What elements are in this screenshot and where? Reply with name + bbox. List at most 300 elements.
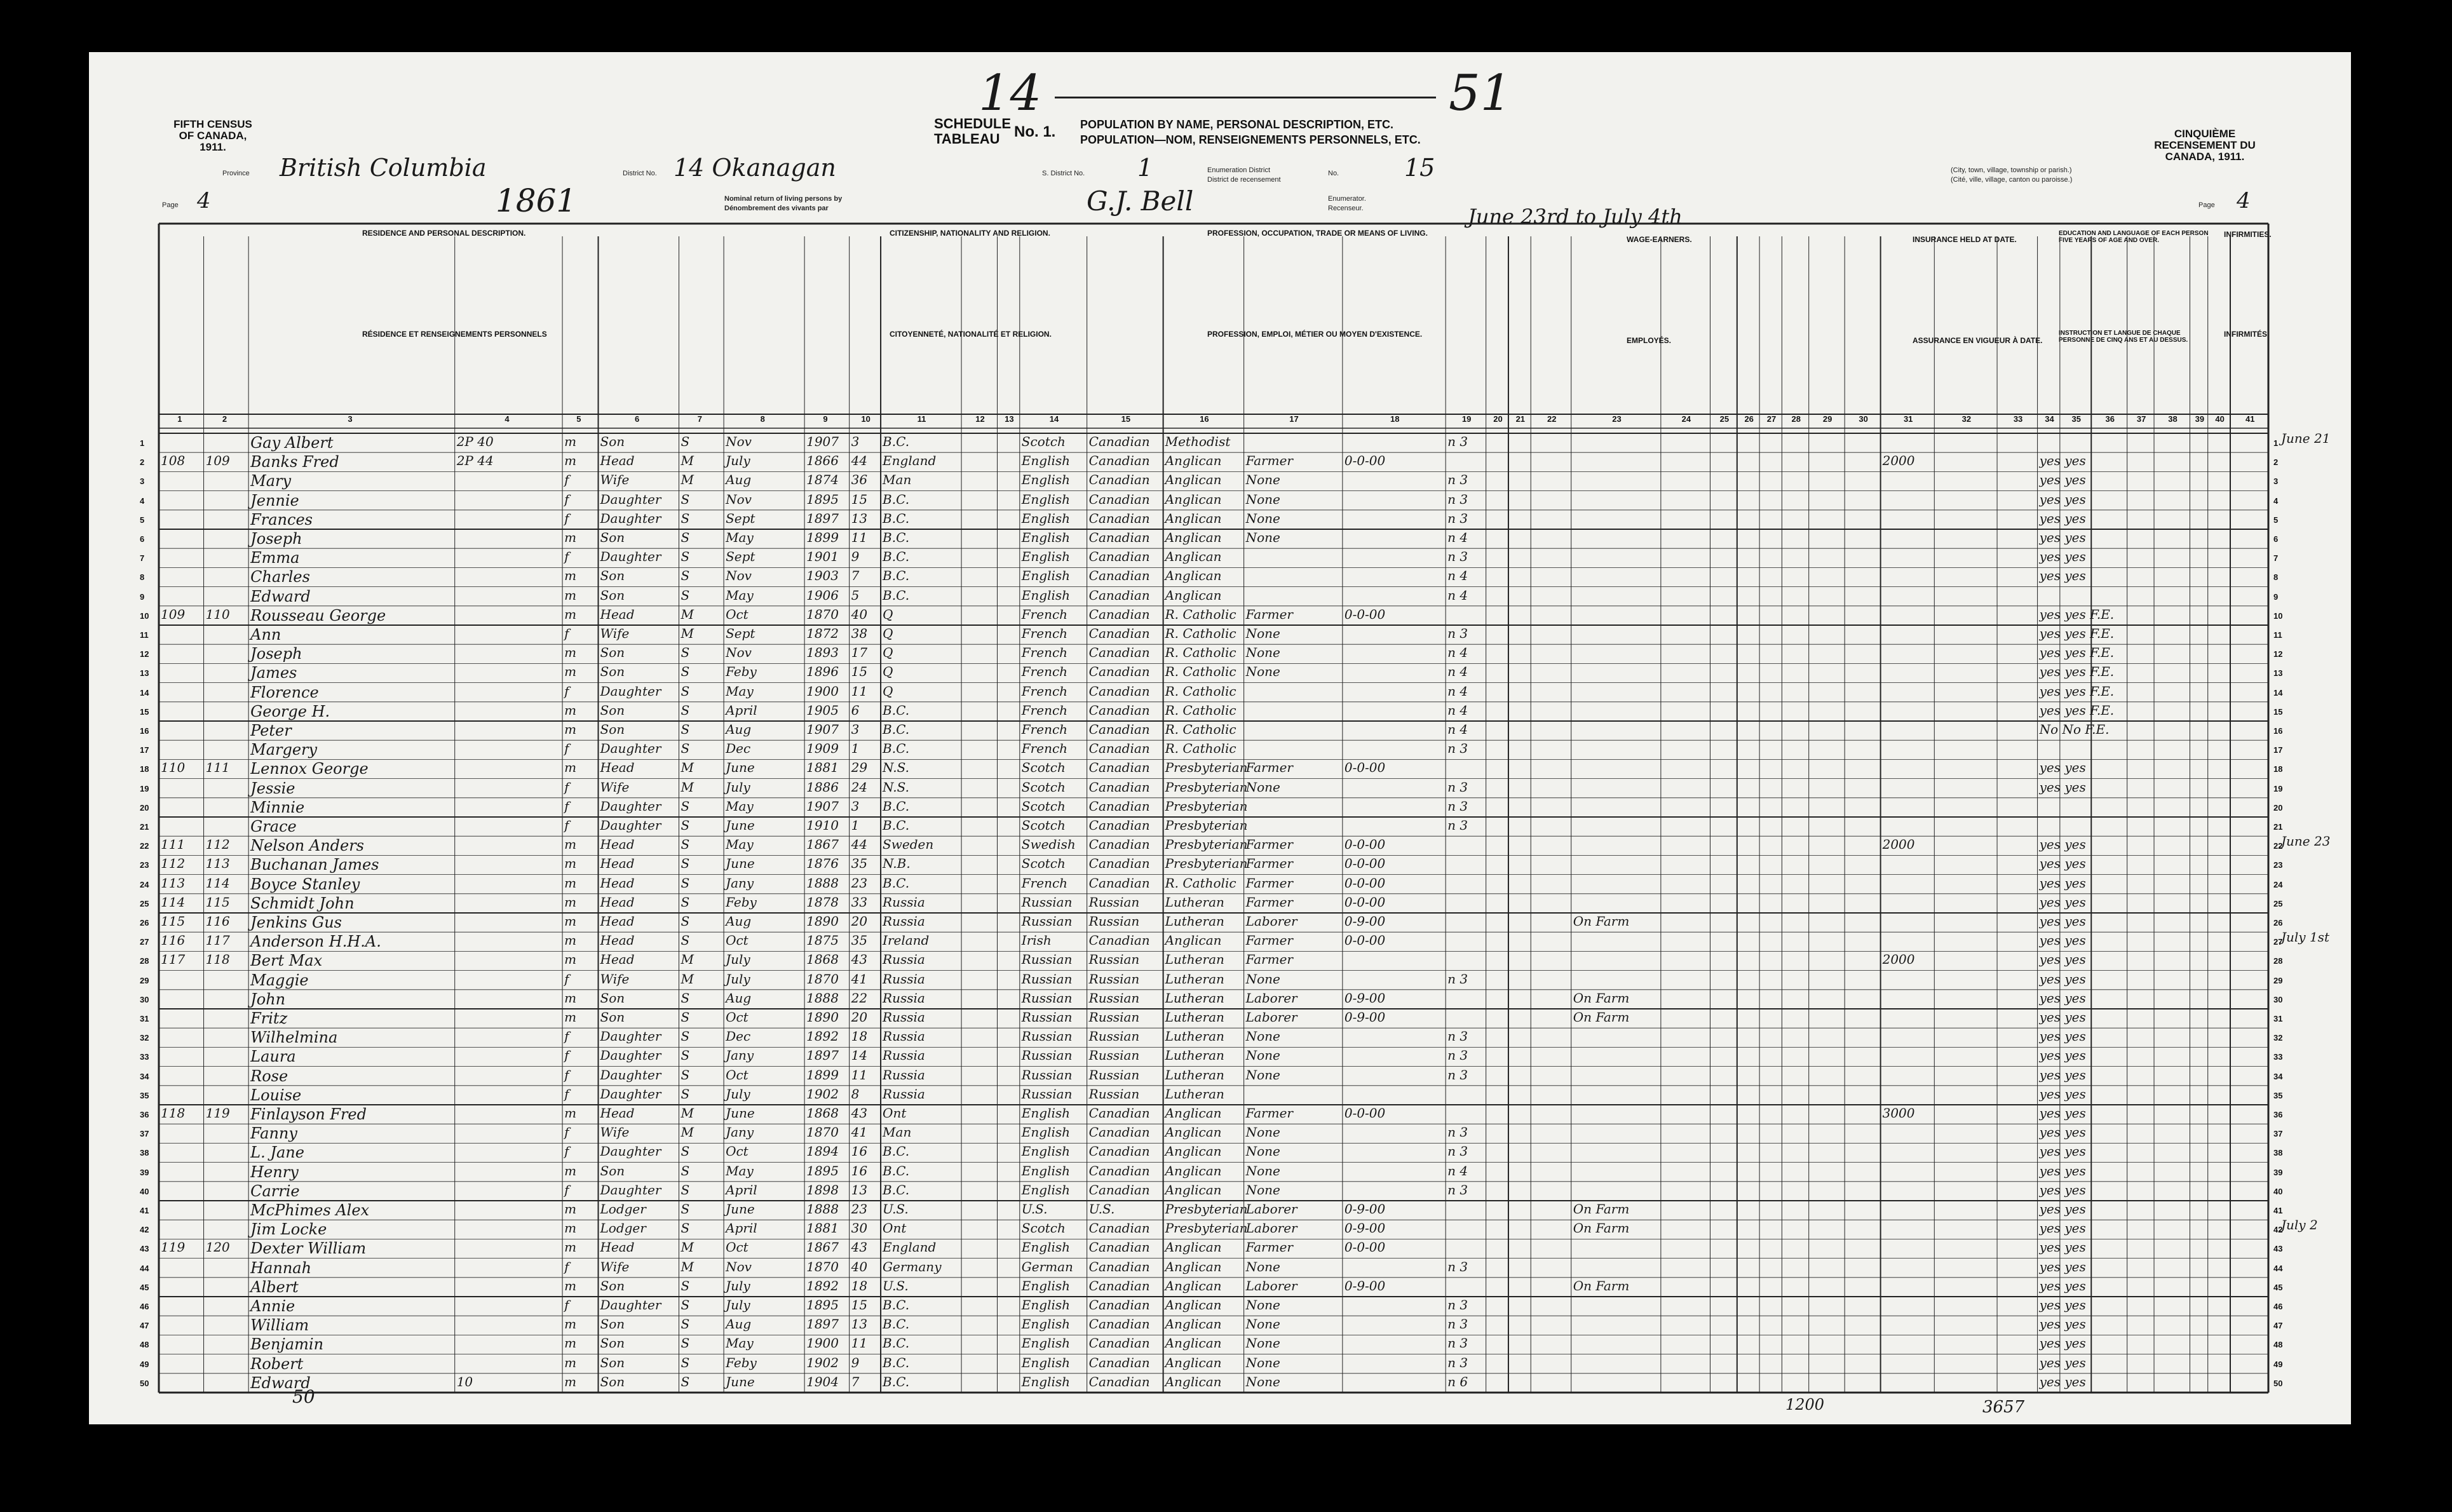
person-name: Lennox George bbox=[250, 760, 369, 778]
religion: Anglican bbox=[1165, 933, 1222, 948]
birth-year: 1909 bbox=[806, 741, 839, 757]
racial-origin: French bbox=[1021, 875, 1068, 891]
birth-month: June bbox=[726, 818, 755, 833]
racial-origin: English bbox=[1021, 1335, 1071, 1351]
footer-right-note: 3657 bbox=[1982, 1398, 2025, 1417]
birthplace: Man bbox=[883, 472, 912, 488]
marital-condition: S bbox=[681, 491, 690, 507]
margin-date-note: June 21 bbox=[2281, 431, 2331, 446]
education: yes yes bbox=[2039, 1124, 2086, 1140]
birth-month: April bbox=[726, 1220, 757, 1236]
employment-note: n 4 bbox=[1447, 722, 1468, 737]
insurance-amount: 2000 bbox=[1882, 837, 1915, 853]
birth-month: Oct bbox=[726, 1067, 748, 1083]
nationality: Canadian bbox=[1088, 1297, 1150, 1313]
person-name: Boyce Stanley bbox=[250, 875, 360, 893]
person-name: Henry bbox=[250, 1163, 299, 1181]
religion: R. Catholic bbox=[1165, 683, 1236, 699]
marital-condition: S bbox=[681, 1182, 690, 1198]
marital-condition: S bbox=[681, 894, 690, 910]
nationality: Russian bbox=[1088, 1086, 1140, 1102]
employment-note: n 4 bbox=[1447, 587, 1468, 603]
occupation: Farmer bbox=[1245, 760, 1293, 776]
birth-year: 1902 bbox=[806, 1354, 839, 1370]
marital-condition: S bbox=[681, 1144, 690, 1159]
line-number: 31 bbox=[140, 1014, 149, 1023]
employment-status: 0-0-00 bbox=[1344, 894, 1386, 910]
column-number: 38 bbox=[2168, 414, 2178, 424]
line-number-right: 35 bbox=[2273, 1090, 2283, 1100]
subdistrict-label: S. District No. bbox=[1042, 170, 1085, 177]
family-number: 109 bbox=[205, 453, 230, 469]
schedule-label: SCHEDULE bbox=[934, 116, 1012, 132]
age: 16 bbox=[851, 1144, 868, 1159]
marital-condition: S bbox=[681, 1278, 690, 1293]
person-name: Banks Fred bbox=[250, 453, 339, 471]
line-number: 47 bbox=[140, 1321, 149, 1331]
birth-year: 1895 bbox=[806, 1297, 839, 1313]
dwelling-number: 108 bbox=[161, 453, 186, 469]
marital-condition: M bbox=[681, 606, 694, 622]
relationship: Son bbox=[600, 1354, 625, 1370]
employment-note: n 3 bbox=[1447, 1029, 1468, 1044]
person-name: Jessie bbox=[250, 779, 295, 797]
sex: f bbox=[564, 472, 569, 488]
age: 18 bbox=[851, 1029, 868, 1044]
education: yes yes bbox=[2039, 453, 2086, 469]
relationship: Son bbox=[600, 645, 625, 661]
employment-note: n 4 bbox=[1447, 568, 1468, 584]
line-number-right: 47 bbox=[2273, 1321, 2283, 1331]
religion: Anglican bbox=[1165, 587, 1222, 603]
relationship: Head bbox=[600, 952, 635, 968]
relationship: Daughter bbox=[600, 1048, 661, 1063]
line-number: 40 bbox=[140, 1186, 149, 1196]
religion: Presbyterian bbox=[1165, 798, 1248, 814]
birth-year: 1874 bbox=[806, 472, 839, 488]
line-number: 22 bbox=[140, 841, 149, 851]
age: 41 bbox=[851, 971, 868, 987]
relationship: Daughter bbox=[600, 510, 661, 526]
marital-condition: S bbox=[681, 722, 690, 737]
religion: Presbyterian bbox=[1165, 818, 1248, 833]
religion: R. Catholic bbox=[1165, 664, 1236, 680]
birth-month: Aug bbox=[726, 1316, 752, 1332]
racial-origin: English bbox=[1021, 587, 1071, 603]
sex: f bbox=[564, 971, 569, 987]
relationship: Son bbox=[600, 434, 625, 449]
education: yes yes bbox=[2039, 1278, 2086, 1293]
page-value-right: 4 bbox=[2237, 188, 2251, 213]
sex: f bbox=[564, 510, 569, 526]
birth-month: July bbox=[726, 779, 750, 795]
birth-year: 1902 bbox=[806, 1086, 839, 1102]
footer-left-note: 50 bbox=[292, 1386, 315, 1407]
occupation: None bbox=[1245, 1067, 1280, 1083]
occupation: Laborer bbox=[1245, 990, 1297, 1006]
age: 23 bbox=[851, 875, 868, 891]
age: 7 bbox=[851, 568, 860, 584]
religion: Lutheran bbox=[1165, 1048, 1224, 1063]
line-number: 10 bbox=[140, 611, 149, 621]
person-name: Mary bbox=[250, 472, 292, 490]
insurance-amount: 3000 bbox=[1882, 1105, 1915, 1121]
religion: Presbyterian bbox=[1165, 1201, 1248, 1217]
tableau-label: TABLEAU bbox=[934, 131, 1000, 147]
birth-month: Nov bbox=[726, 645, 752, 661]
employment-status: 0-9-00 bbox=[1344, 1220, 1386, 1236]
dwelling-number: 109 bbox=[161, 606, 186, 622]
religion: Anglican bbox=[1165, 1144, 1222, 1159]
relationship: Son bbox=[600, 1316, 625, 1332]
age: 7 bbox=[851, 1374, 860, 1389]
employment-status: 0-9-00 bbox=[1344, 914, 1386, 929]
religion: Presbyterian bbox=[1165, 760, 1248, 776]
column-number: 28 bbox=[1791, 414, 1801, 424]
employment-status: 0-0-00 bbox=[1344, 606, 1386, 622]
education: yes yes F.E. bbox=[2039, 606, 2115, 622]
relationship: Son bbox=[600, 990, 625, 1006]
occupation: Farmer bbox=[1245, 952, 1293, 968]
education: yes yes bbox=[2039, 875, 2086, 891]
line-number: 1 bbox=[140, 438, 145, 448]
section-wage-fr: EMPLOYÉS. bbox=[1627, 336, 1672, 345]
religion: Anglican bbox=[1165, 568, 1222, 584]
education: yes yes F.E. bbox=[2039, 626, 2115, 641]
birth-year: 1870 bbox=[806, 1259, 839, 1274]
population-fr: POPULATION—NOM, RENSEIGNEMENTS PERSONNELS, ETC. bbox=[1080, 133, 1421, 146]
column-number: 36 bbox=[2105, 414, 2115, 424]
birth-year: 1868 bbox=[806, 952, 839, 968]
column-number: 11 bbox=[917, 414, 926, 424]
birthplace: B.C. bbox=[883, 1297, 910, 1313]
age: 20 bbox=[851, 914, 868, 929]
education: yes yes bbox=[2039, 568, 2086, 584]
employment-note: n 3 bbox=[1447, 1259, 1468, 1274]
line-number-right: 12 bbox=[2273, 649, 2283, 659]
birth-month: Oct bbox=[726, 1009, 748, 1025]
occupation: Farmer bbox=[1245, 875, 1293, 891]
birth-year: 1903 bbox=[806, 568, 839, 584]
religion: Lutheran bbox=[1165, 990, 1224, 1006]
enumerator-label: Enumerator. bbox=[1328, 195, 1366, 203]
occupation: None bbox=[1245, 1259, 1280, 1274]
age: 29 bbox=[851, 760, 868, 776]
racial-origin: Scotch bbox=[1021, 818, 1066, 833]
line-number-right: 46 bbox=[2273, 1302, 2283, 1311]
education: yes yes F.E. bbox=[2039, 664, 2115, 680]
sex: f bbox=[564, 626, 569, 641]
education: yes yes bbox=[2039, 779, 2086, 795]
marital-condition: S bbox=[681, 1029, 690, 1044]
education: yes yes F.E. bbox=[2039, 683, 2115, 699]
birth-month: July bbox=[726, 1297, 750, 1313]
birthplace: B.C. bbox=[883, 510, 910, 526]
relationship: Daughter bbox=[600, 741, 661, 757]
sex: m bbox=[564, 1009, 577, 1025]
nationality: Canadian bbox=[1088, 1278, 1150, 1293]
no-label: No. bbox=[1328, 170, 1339, 177]
religion: Anglican bbox=[1165, 1182, 1222, 1198]
line-number: 2 bbox=[140, 457, 145, 468]
education: yes yes F.E. bbox=[2039, 702, 2115, 718]
relationship: Head bbox=[600, 856, 635, 872]
education: yes yes bbox=[2039, 914, 2086, 929]
line-number: 9 bbox=[140, 591, 145, 602]
line-number-right: 33 bbox=[2273, 1052, 2283, 1062]
nationality: Canadian bbox=[1088, 549, 1150, 565]
nationality: Canadian bbox=[1088, 587, 1150, 603]
sex: m bbox=[564, 990, 577, 1006]
birth-month: May bbox=[726, 837, 754, 853]
census-grid bbox=[89, 52, 2351, 1424]
religion: Anglican bbox=[1165, 1239, 1222, 1255]
margin-date-note: June 23 bbox=[2281, 834, 2331, 849]
subdistrict-value: 1 bbox=[1137, 154, 1153, 182]
person-name: Wilhelmina bbox=[250, 1029, 338, 1047]
age: 30 bbox=[851, 1220, 868, 1236]
religion: Anglican bbox=[1165, 1278, 1222, 1293]
age: 43 bbox=[851, 1105, 868, 1121]
birthplace: Germany bbox=[883, 1259, 942, 1274]
racial-origin: English bbox=[1021, 1316, 1071, 1332]
section-infirmities: INFIRMITIES. bbox=[2224, 230, 2272, 239]
religion: R. Catholic bbox=[1165, 626, 1236, 641]
racial-origin: Scotch bbox=[1021, 779, 1066, 795]
line-number: 39 bbox=[140, 1167, 149, 1177]
racial-origin: English bbox=[1021, 1182, 1071, 1198]
line-number-right: 34 bbox=[2273, 1071, 2283, 1081]
age: 17 bbox=[851, 645, 868, 661]
family-number: 115 bbox=[205, 894, 230, 910]
age: 3 bbox=[851, 434, 860, 449]
birthplace: England bbox=[883, 1239, 937, 1255]
line-number-right: 43 bbox=[2273, 1244, 2283, 1254]
birth-year: 1875 bbox=[806, 933, 839, 948]
occupation: Farmer bbox=[1245, 1105, 1293, 1121]
occupation: None bbox=[1245, 664, 1280, 680]
birth-year: 1888 bbox=[806, 1201, 839, 1217]
employment-note: n 3 bbox=[1447, 1335, 1468, 1351]
nationality: Russian bbox=[1088, 952, 1140, 968]
line-number: 49 bbox=[140, 1359, 149, 1369]
line-number-right: 28 bbox=[2273, 956, 2283, 966]
person-name: Rose bbox=[250, 1067, 288, 1085]
employment-status: 0-0-00 bbox=[1344, 760, 1386, 776]
line-number-right: 20 bbox=[2273, 802, 2283, 813]
line-number-right: 16 bbox=[2273, 726, 2283, 736]
enumeration-fr: District de recensement bbox=[1207, 176, 1281, 184]
age: 9 bbox=[851, 549, 860, 565]
religion: Anglican bbox=[1165, 1374, 1222, 1389]
column-number: 37 bbox=[2136, 414, 2146, 424]
line-number: 23 bbox=[140, 860, 149, 870]
margin-date-note: July 1st bbox=[2281, 929, 2329, 945]
education: yes yes bbox=[2039, 1220, 2086, 1236]
occupation: Farmer bbox=[1245, 894, 1293, 910]
sex: m bbox=[564, 1374, 577, 1389]
birthplace: Russia bbox=[883, 990, 925, 1006]
column-number: 10 bbox=[861, 414, 870, 424]
birth-year: 1895 bbox=[806, 491, 839, 507]
birth-year: 1867 bbox=[806, 1239, 839, 1255]
birth-month: Oct bbox=[726, 1144, 748, 1159]
nationality: Canadian bbox=[1088, 875, 1150, 891]
religion: Anglican bbox=[1165, 472, 1222, 488]
line-number: 21 bbox=[140, 822, 149, 832]
racial-origin: English bbox=[1021, 1354, 1071, 1370]
line-number-right: 41 bbox=[2273, 1206, 2283, 1215]
column-number: 33 bbox=[2013, 414, 2023, 424]
occupation: None bbox=[1245, 1163, 1280, 1178]
birthplace: B.C. bbox=[883, 875, 910, 891]
employment-note: n 3 bbox=[1447, 434, 1468, 449]
sex: f bbox=[564, 1048, 569, 1063]
marital-condition: S bbox=[681, 1354, 690, 1370]
person-name: Schmidt John bbox=[250, 894, 355, 912]
column-number: 15 bbox=[1121, 414, 1131, 424]
relationship: Lodger bbox=[600, 1201, 646, 1217]
relationship: Son bbox=[600, 1278, 625, 1293]
nationality: Canadian bbox=[1088, 530, 1150, 545]
religion: Anglican bbox=[1165, 1259, 1222, 1274]
racial-origin: French bbox=[1021, 664, 1068, 680]
line-number: 20 bbox=[140, 802, 149, 813]
line-number-right: 2 bbox=[2273, 457, 2279, 468]
age: 11 bbox=[851, 1067, 868, 1083]
employment-note: n 3 bbox=[1447, 798, 1468, 814]
section-residence-fr: RÉSIDENCE ET RENSEIGNEMENTS PERSONNELS bbox=[362, 330, 547, 339]
line-number: 29 bbox=[140, 975, 149, 985]
occupation: None bbox=[1245, 1029, 1280, 1044]
education: yes yes bbox=[2039, 530, 2086, 545]
birthplace: B.C. bbox=[883, 1182, 910, 1198]
column-number: 27 bbox=[1766, 414, 1777, 424]
birth-year: 1868 bbox=[806, 1105, 839, 1121]
birth-year: 1886 bbox=[806, 779, 839, 795]
line-number-right: 23 bbox=[2273, 860, 2283, 870]
occupation: Laborer bbox=[1245, 914, 1297, 929]
nationality: Canadian bbox=[1088, 1239, 1150, 1255]
marital-condition: S bbox=[681, 914, 690, 929]
line-number: 12 bbox=[140, 649, 149, 659]
racial-origin: French bbox=[1021, 606, 1068, 622]
occupation: None bbox=[1245, 1335, 1280, 1351]
religion: Lutheran bbox=[1165, 1067, 1224, 1083]
birth-month: June bbox=[726, 856, 755, 872]
marital-condition: S bbox=[681, 530, 690, 545]
column-number: 16 bbox=[1200, 414, 1209, 424]
family-number: 112 bbox=[205, 837, 230, 853]
birth-month: April bbox=[726, 702, 757, 718]
birthplace: B.C. bbox=[883, 1354, 910, 1370]
employment-note: n 3 bbox=[1447, 1124, 1468, 1140]
line-number: 45 bbox=[140, 1282, 149, 1292]
sex: m bbox=[564, 914, 577, 929]
family-number: 113 bbox=[205, 856, 230, 872]
marital-condition: S bbox=[681, 510, 690, 526]
province-value: British Columbia bbox=[280, 154, 487, 182]
employment-note: n 3 bbox=[1447, 1048, 1468, 1063]
racial-origin: Russian bbox=[1021, 1086, 1073, 1102]
employment-note: n 4 bbox=[1447, 702, 1468, 718]
employment-note: n 3 bbox=[1447, 1067, 1468, 1083]
education: yes yes bbox=[2039, 952, 2086, 968]
birthplace: B.C. bbox=[883, 1144, 910, 1159]
occupation: Laborer bbox=[1245, 1220, 1297, 1236]
relationship: Head bbox=[600, 875, 635, 891]
nationality: U.S. bbox=[1088, 1201, 1115, 1217]
line-number-right: 7 bbox=[2273, 553, 2279, 564]
person-name: Hannah bbox=[250, 1259, 312, 1277]
column-number: 12 bbox=[975, 414, 985, 424]
nationality: Canadian bbox=[1088, 453, 1150, 469]
birth-year: 1899 bbox=[806, 1067, 839, 1083]
line-number: 11 bbox=[140, 630, 149, 640]
marital-condition: M bbox=[681, 1105, 694, 1121]
person-name: Buchanan James bbox=[250, 856, 379, 874]
sex: m bbox=[564, 702, 577, 718]
line-number: 27 bbox=[140, 937, 149, 947]
line-number-right: 40 bbox=[2273, 1186, 2283, 1196]
education: yes yes bbox=[2039, 1335, 2086, 1351]
age: 35 bbox=[851, 856, 868, 872]
racial-origin: English bbox=[1021, 1297, 1071, 1313]
relationship: Wife bbox=[600, 626, 630, 641]
racial-origin: Russian bbox=[1021, 1067, 1073, 1083]
person-name: Jennie bbox=[250, 491, 299, 510]
age: 15 bbox=[851, 491, 868, 507]
racial-origin: Russian bbox=[1021, 914, 1073, 929]
person-name: William bbox=[250, 1316, 309, 1335]
column-number: 21 bbox=[1515, 414, 1526, 424]
birthplace: Q bbox=[883, 626, 893, 641]
birth-year: 1907 bbox=[806, 798, 839, 814]
birth-month: Aug bbox=[726, 914, 752, 929]
marital-condition: S bbox=[681, 1048, 690, 1063]
relationship: Son bbox=[600, 1163, 625, 1178]
racial-origin: Russian bbox=[1021, 894, 1073, 910]
top-number-left: 14 bbox=[979, 65, 1042, 122]
birth-month: Sept bbox=[726, 510, 755, 526]
birthplace: B.C. bbox=[883, 568, 910, 584]
person-name: Laura bbox=[250, 1048, 296, 1066]
birthplace: B.C. bbox=[883, 722, 910, 737]
employment-status: 0-0-00 bbox=[1344, 1239, 1386, 1255]
education: yes yes bbox=[2039, 510, 2086, 526]
occupation: Farmer bbox=[1245, 606, 1293, 622]
nationality: Canadian bbox=[1088, 1124, 1150, 1140]
line-number: 46 bbox=[140, 1302, 149, 1311]
person-name: Joseph bbox=[250, 645, 302, 663]
line-number: 18 bbox=[140, 764, 149, 774]
line-number-right: 36 bbox=[2273, 1110, 2283, 1119]
dwelling-number: 117 bbox=[161, 952, 186, 968]
religion: R. Catholic bbox=[1165, 875, 1236, 891]
birth-month: June bbox=[726, 1201, 755, 1217]
birthplace: Russia bbox=[883, 952, 925, 968]
wage-note: On Farm bbox=[1573, 914, 1630, 929]
birth-year: 1890 bbox=[806, 914, 839, 929]
education: yes yes bbox=[2039, 1316, 2086, 1332]
line-number-right: 30 bbox=[2273, 994, 2283, 1004]
age: 33 bbox=[851, 894, 868, 910]
sex: f bbox=[564, 1124, 569, 1140]
birth-month: July bbox=[726, 971, 750, 987]
nationality: Russian bbox=[1088, 1009, 1140, 1025]
birth-month: Feby bbox=[726, 1354, 757, 1370]
person-name: Minnie bbox=[250, 798, 305, 816]
